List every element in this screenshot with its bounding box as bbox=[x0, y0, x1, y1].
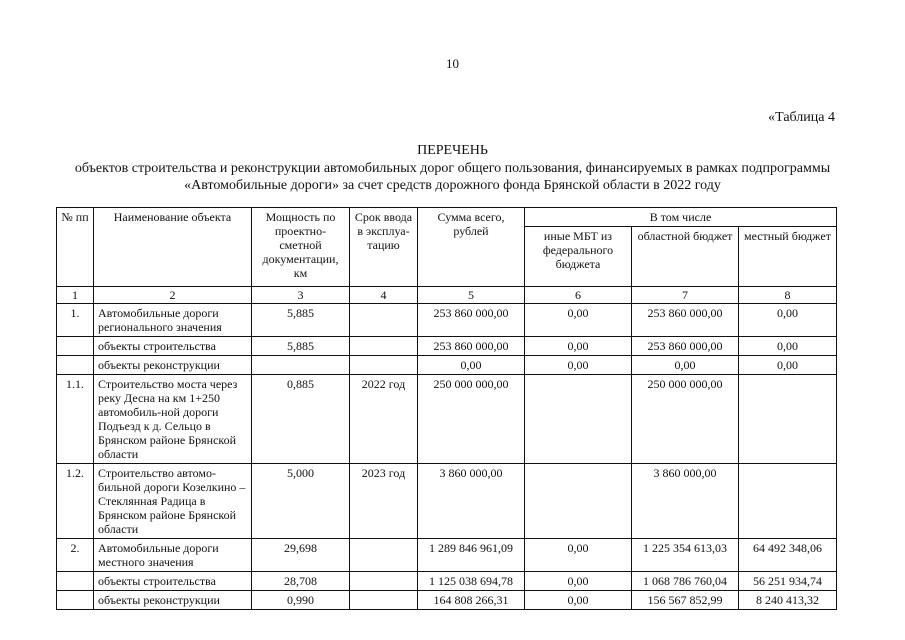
row-local: 0,00 bbox=[739, 337, 837, 356]
row-capacity: 28,708 bbox=[252, 572, 350, 591]
row-sum: 1 289 846 961,09 bbox=[418, 539, 525, 572]
table-row bbox=[57, 356, 837, 375]
col-number: 2 bbox=[94, 287, 252, 304]
row-num bbox=[57, 572, 94, 591]
row-name: Строительство моста через реку Десна на км 1+250 автомобиль-ной дороги Подъезд к д. Сельцо в Брянском районе Брянской области bbox=[94, 375, 252, 464]
table-row bbox=[57, 539, 837, 572]
column-numbers-row bbox=[57, 287, 837, 304]
header-regional: областной бюджет bbox=[632, 227, 739, 287]
row-sum: 0,00 bbox=[418, 356, 525, 375]
col-number: 6 bbox=[525, 287, 632, 304]
row-sum: 253 860 000,00 bbox=[418, 304, 525, 337]
row-num bbox=[57, 356, 94, 375]
header-capacity: Мощность по проектно-сметной документации, км bbox=[252, 208, 350, 287]
row-term bbox=[350, 304, 418, 337]
row-term bbox=[350, 539, 418, 572]
row-term: 2022 год bbox=[350, 375, 418, 464]
row-capacity: 5,885 bbox=[252, 337, 350, 356]
col-number: 8 bbox=[739, 287, 837, 304]
row-regional: 1 068 786 760,04 bbox=[632, 572, 739, 591]
row-sum: 250 000 000,00 bbox=[418, 375, 525, 464]
row-regional: 0,00 bbox=[632, 356, 739, 375]
row-term bbox=[350, 337, 418, 356]
row-mbt: 0,00 bbox=[525, 591, 632, 610]
row-regional: 253 860 000,00 bbox=[632, 304, 739, 337]
header-mbt: иные МБТ из федерального бюджета bbox=[525, 227, 632, 287]
document-subtitle: объектов строительства и реконструкции автомобильных дорог общего пользования, финансируемых в рамках подпрограммы «Автомобильные дороги» за счет средств дорожного фонда Брянской области в 2022 году bbox=[74, 161, 831, 193]
header-name: Наименование объекта bbox=[94, 208, 252, 287]
row-mbt bbox=[525, 464, 632, 539]
table-row bbox=[57, 337, 837, 356]
row-num: 2. bbox=[57, 539, 94, 572]
row-term bbox=[350, 356, 418, 375]
row-name: Автомобильные дороги местного значения bbox=[94, 539, 252, 572]
row-local: 0,00 bbox=[739, 304, 837, 337]
row-regional: 253 860 000,00 bbox=[632, 337, 739, 356]
page-number: 10 bbox=[446, 56, 459, 71]
col-number: 4 bbox=[350, 287, 418, 304]
row-capacity: 0,885 bbox=[252, 375, 350, 464]
row-capacity: 29,698 bbox=[252, 539, 350, 572]
col-number: 7 bbox=[632, 287, 739, 304]
row-local bbox=[739, 464, 837, 539]
row-capacity bbox=[252, 356, 350, 375]
table-row bbox=[57, 375, 837, 464]
row-local bbox=[739, 375, 837, 464]
row-sum: 1 125 038 694,78 bbox=[418, 572, 525, 591]
col-number: 5 bbox=[418, 287, 525, 304]
row-sum: 164 808 266,31 bbox=[418, 591, 525, 610]
row-regional: 3 860 000,00 bbox=[632, 464, 739, 539]
row-local: 56 251 934,74 bbox=[739, 572, 837, 591]
row-local: 0,00 bbox=[739, 356, 837, 375]
table-row bbox=[57, 304, 837, 337]
row-name: объекты строительства bbox=[94, 572, 252, 591]
row-regional: 156 567 852,99 bbox=[632, 591, 739, 610]
table-row bbox=[57, 464, 837, 539]
row-mbt bbox=[525, 375, 632, 464]
header-including: В том числе bbox=[525, 208, 837, 227]
header-sum: Сумма всего, рублей bbox=[418, 208, 525, 287]
table-row bbox=[57, 591, 837, 610]
header-num: № пп bbox=[57, 208, 94, 287]
row-capacity: 0,990 bbox=[252, 591, 350, 610]
row-capacity: 5,885 bbox=[252, 304, 350, 337]
row-term: 2023 год bbox=[350, 464, 418, 539]
row-name: Строительство автомо-бильной дороги Козелкино – Стеклянная Радица в Брянском районе Брянской области bbox=[94, 464, 252, 539]
row-num: 1. bbox=[57, 304, 94, 337]
row-sum: 253 860 000,00 bbox=[418, 337, 525, 356]
row-term bbox=[350, 591, 418, 610]
row-sum: 3 860 000,00 bbox=[418, 464, 525, 539]
row-mbt: 0,00 bbox=[525, 337, 632, 356]
col-number: 1 bbox=[57, 287, 94, 304]
header-term: Срок ввода в эксплуа-тацию bbox=[350, 208, 418, 287]
row-name: Автомобильные дороги регионального значения bbox=[94, 304, 252, 337]
row-capacity: 5,000 bbox=[252, 464, 350, 539]
header-row bbox=[57, 208, 837, 227]
row-name: объекты реконструкции bbox=[94, 356, 252, 375]
row-mbt: 0,00 bbox=[525, 539, 632, 572]
row-mbt: 0,00 bbox=[525, 572, 632, 591]
row-name: объекты строительства bbox=[94, 337, 252, 356]
table-row bbox=[57, 572, 837, 591]
row-num: 1.2. bbox=[57, 464, 94, 539]
col-number: 3 bbox=[252, 287, 350, 304]
row-num bbox=[57, 591, 94, 610]
table-reference: «Таблица 4 bbox=[768, 110, 835, 125]
row-num bbox=[57, 337, 94, 356]
row-regional: 250 000 000,00 bbox=[632, 375, 739, 464]
row-local: 64 492 348,06 bbox=[739, 539, 837, 572]
row-mbt: 0,00 bbox=[525, 304, 632, 337]
row-local: 8 240 413,32 bbox=[739, 591, 837, 610]
row-num: 1.1. bbox=[57, 375, 94, 464]
header-local: местный бюджет bbox=[739, 227, 837, 287]
document-title: ПЕРЕЧЕНЬ bbox=[417, 143, 488, 158]
row-term bbox=[350, 572, 418, 591]
row-regional: 1 225 354 613,03 bbox=[632, 539, 739, 572]
row-mbt: 0,00 bbox=[525, 356, 632, 375]
row-name: объекты реконструкции bbox=[94, 591, 252, 610]
objects-table bbox=[56, 207, 837, 610]
